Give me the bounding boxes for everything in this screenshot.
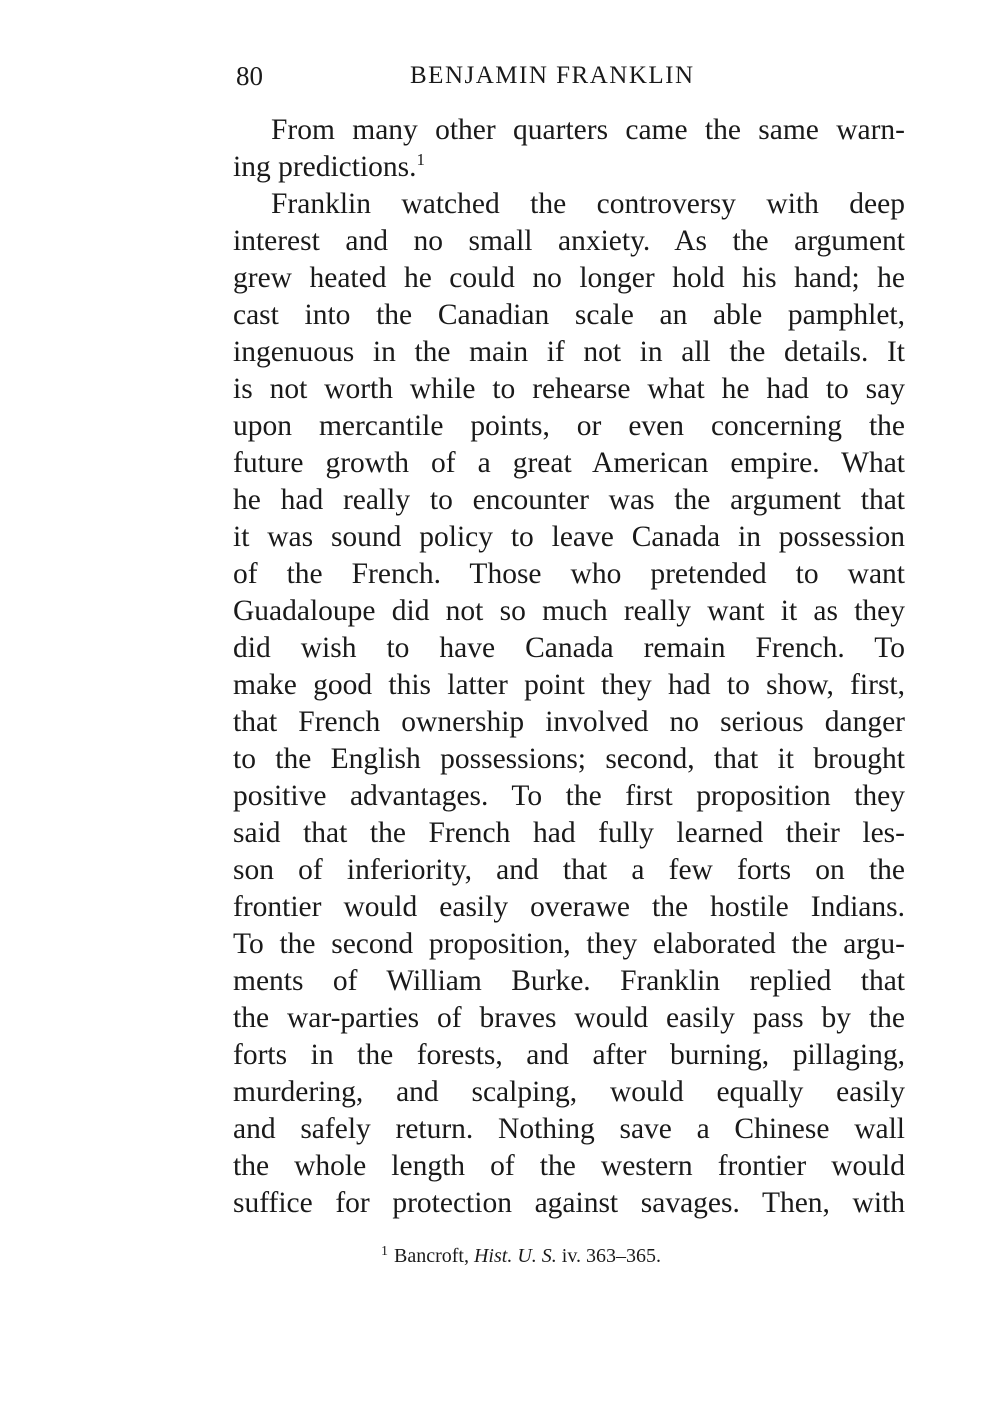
text-line: grew heated he could no longer hold his hand; he	[233, 262, 905, 294]
footnote-reference: 1	[416, 150, 426, 169]
text-line: cast into the Canadian scale an able pamphlet,	[233, 299, 905, 331]
text-fragment: ing predictions.	[233, 151, 417, 183]
text-line: it was sound policy to leave Canada in possession	[233, 521, 905, 553]
text-line: ingenuous in the main if not in all the details. It	[233, 336, 905, 368]
text-line: forts in the forests, and after burning, pillaging,	[233, 1039, 905, 1071]
text-line: is not worth while to rehearse what he had to say	[233, 373, 905, 405]
text-line: that French ownership involved no serious danger	[233, 706, 905, 738]
text-line: future growth of a great American empire. What	[233, 447, 905, 479]
running-head: BENJAMIN FRANKLIN	[410, 62, 695, 89]
footnote	[381, 1237, 661, 1271]
text-line: Franklin watched the controversy with deep	[271, 188, 905, 220]
text-line: make good this latter point they had to show, first,	[233, 669, 905, 701]
text-line	[233, 149, 905, 186]
text-line: he had really to encounter was the argument that	[233, 484, 905, 516]
footnote-author: Bancroft,	[394, 1245, 469, 1267]
text-line: ments of William Burke. Franklin replied that	[233, 965, 905, 997]
text-line: interest and no small anxiety. As the argument	[233, 225, 905, 257]
text-line: said that the French had fully learned their les-	[233, 817, 905, 849]
text-line: the war-parties of braves would easily pass by the	[233, 1002, 905, 1034]
text-line: did wish to have Canada remain French. To	[233, 632, 905, 664]
text-line: upon mercantile points, or even concerning the	[233, 410, 905, 442]
text-line: positive advantages. To the first proposition they	[233, 780, 905, 812]
text-line: and safely return. Nothing save a Chinese wall	[233, 1113, 905, 1145]
text-line: the whole length of the western frontier would	[233, 1150, 905, 1182]
text-line: to the English possessions; second, that it brought	[233, 743, 905, 775]
footnote-work: Hist. U. S.	[473, 1245, 557, 1267]
text-line: Guadaloupe did not so much really want it as they	[233, 595, 905, 627]
text-line: From many other quarters came the same warn-	[271, 114, 905, 146]
body-text	[233, 112, 905, 1222]
text-line: To the second proposition, they elaborated the argu-	[233, 928, 905, 960]
text-line: son of inferiority, and that a few forts on the	[233, 854, 905, 886]
text-line: frontier would easily overawe the hostile Indians.	[233, 891, 905, 923]
text-line: murdering, and scalping, would equally easily	[233, 1076, 905, 1108]
footnote-mark: 1	[381, 1244, 388, 1259]
footnote-location: iv. 363–365.	[561, 1245, 662, 1267]
text-line: suffice for protection against savages. Then, with	[233, 1187, 905, 1219]
page-number: 80	[236, 61, 263, 91]
text-line: of the French. Those who pretended to want	[233, 558, 905, 590]
